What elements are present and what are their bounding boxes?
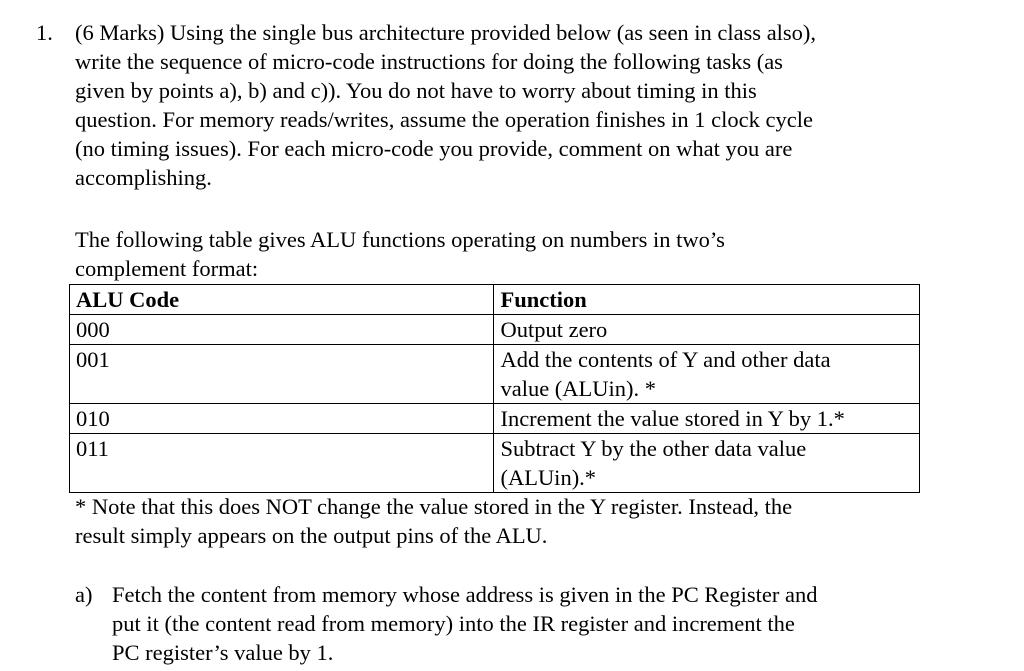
question-line: (no timing issues). For each micro-code you provide, comment on what you are bbox=[75, 136, 793, 161]
function-line: Increment the value stored in Y by 1.* bbox=[500, 406, 845, 431]
note-line: * Note that this does NOT change the value stored in the Y register. Instead, the bbox=[75, 494, 793, 519]
question-line: write the sequence of micro-code instructions for doing the following tasks (as bbox=[75, 49, 783, 74]
part-a-line: Fetch the content from memory whose address is given in the PC Register and bbox=[112, 582, 818, 607]
question-line: (6 Marks) Using the single bus architecture provided below (as seen in class also), bbox=[75, 20, 817, 45]
table-row bbox=[70, 404, 920, 434]
alu-code-cell: 000 bbox=[70, 315, 494, 345]
part-a-text bbox=[112, 580, 992, 667]
function-cell bbox=[494, 404, 920, 434]
part-a-label: a) bbox=[75, 582, 93, 607]
table-note bbox=[75, 492, 975, 550]
table-intro bbox=[75, 225, 975, 283]
table-row bbox=[70, 315, 920, 345]
table-row bbox=[70, 345, 920, 404]
alu-function-table bbox=[69, 284, 920, 493]
table-intro-line: The following table gives ALU functions operating on numbers in two’s bbox=[75, 227, 725, 252]
note-line: result simply appears on the output pins of the ALU. bbox=[75, 523, 548, 548]
function-line: Output zero bbox=[500, 317, 608, 342]
question-text bbox=[75, 18, 975, 192]
alu-code-cell: 010 bbox=[70, 404, 494, 434]
function-line: value (ALUin). * bbox=[500, 376, 657, 401]
question-line: question. For memory reads/writes, assume the operation finishes in 1 clock cycle bbox=[75, 107, 813, 132]
table-row bbox=[70, 434, 920, 493]
table-intro-line: complement format: bbox=[75, 256, 259, 281]
function-line: Add the contents of Y and other data bbox=[500, 347, 831, 372]
header-alu-code: ALU Code bbox=[70, 285, 494, 315]
question-number: 1. bbox=[36, 20, 53, 45]
alu-code-cell: 001 bbox=[70, 345, 494, 404]
function-line: (ALUin).* bbox=[500, 465, 597, 490]
function-cell bbox=[494, 345, 920, 404]
header-function: Function bbox=[494, 285, 920, 315]
alu-code-cell: 011 bbox=[70, 434, 494, 493]
question-line: given by points a), b) and c)). You do not have to worry about timing in this bbox=[75, 78, 757, 103]
part-a-line: PC register’s value by 1. bbox=[112, 640, 334, 665]
question-line: accomplishing. bbox=[75, 165, 212, 190]
function-cell bbox=[494, 434, 920, 493]
part-a-line: put it (the content read from memory) into the IR register and increment the bbox=[112, 611, 795, 636]
table-header-row bbox=[70, 285, 920, 315]
function-cell bbox=[494, 315, 920, 345]
function-line: Subtract Y by the other data value bbox=[500, 436, 807, 461]
